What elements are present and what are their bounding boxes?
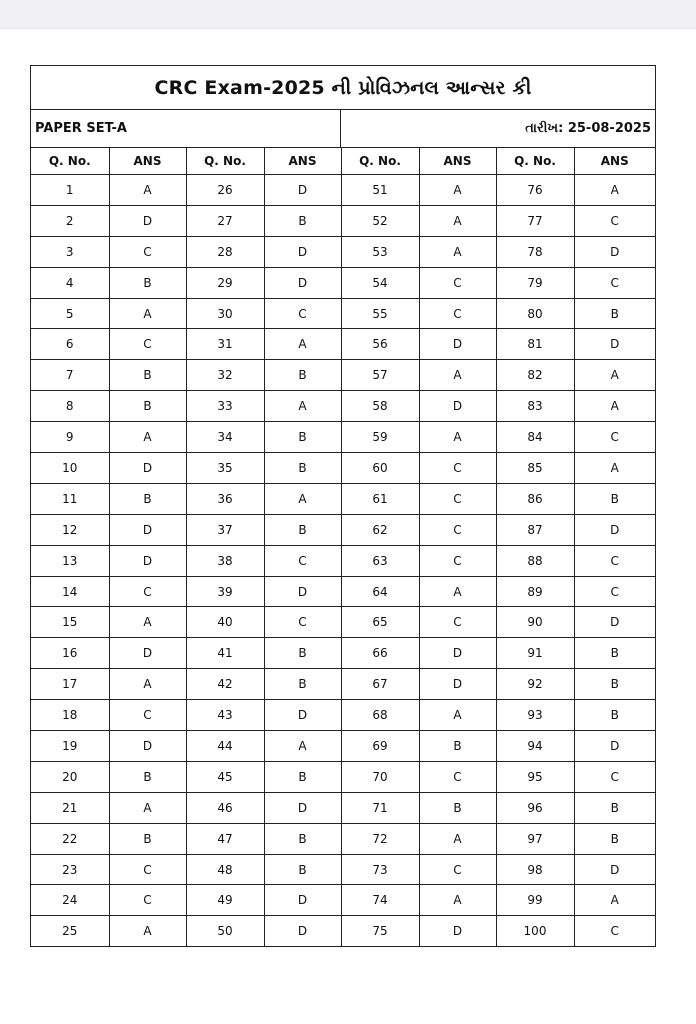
answer-cell: A [419,422,496,453]
question-number-cell: 47 [186,823,264,854]
question-number-cell: 44 [186,731,264,762]
answer-cell: C [574,205,655,236]
table-row [31,792,655,823]
answer-cell: B [264,422,341,453]
answer-cell: B [109,483,186,514]
answer-cell: B [574,823,655,854]
answer-cell: B [419,792,496,823]
question-number-cell: 32 [186,360,264,391]
answer-cell: B [574,669,655,700]
question-number-cell: 27 [186,205,264,236]
answer-cell: B [264,514,341,545]
answer-cell: B [574,700,655,731]
question-number-cell: 46 [186,792,264,823]
question-number-cell: 97 [496,823,574,854]
table-row [31,205,655,236]
table-row [31,298,655,329]
answer-cell: A [109,607,186,638]
question-number-cell: 40 [186,607,264,638]
question-number-cell: 94 [496,731,574,762]
question-number-cell: 37 [186,514,264,545]
question-number-cell: 42 [186,669,264,700]
question-number-cell: 45 [186,761,264,792]
answer-cell: D [264,267,341,298]
question-number-cell: 84 [496,422,574,453]
answer-cell: B [574,638,655,669]
question-number-cell: 70 [341,761,419,792]
answer-cell: D [574,607,655,638]
answer-cell: A [264,391,341,422]
date-label: તારીખ: 25-08-2025 [525,121,651,136]
question-number-cell: 81 [496,329,574,360]
question-number-cell: 4 [31,267,109,298]
question-number-cell: 33 [186,391,264,422]
question-number-cell: 60 [341,453,419,484]
table-row [31,607,655,638]
question-number-cell: 17 [31,669,109,700]
question-number-cell: 23 [31,854,109,885]
info-row [31,110,655,148]
question-number-cell: 93 [496,700,574,731]
answer-cell: D [574,854,655,885]
question-number-cell: 69 [341,731,419,762]
question-number-cell: 36 [186,483,264,514]
answer-cell: C [574,761,655,792]
answer-cell: A [109,916,186,946]
answer-cell: B [264,823,341,854]
column-header-qno: Q. No. [341,148,419,175]
answer-cell: D [264,576,341,607]
question-number-cell: 2 [31,205,109,236]
question-number-cell: 30 [186,298,264,329]
answer-cell: C [419,453,496,484]
question-number-cell: 61 [341,483,419,514]
question-number-cell: 72 [341,823,419,854]
sheet-title: CRC Exam-2025 ની પ્રોવિઝનલ આન્સર કી [31,66,655,110]
answer-cell: D [574,514,655,545]
answer-cell: A [419,175,496,206]
question-number-cell: 3 [31,236,109,267]
table-row [31,483,655,514]
question-number-cell: 54 [341,267,419,298]
answer-cell: C [109,236,186,267]
question-number-cell: 100 [496,916,574,946]
answer-cell: A [574,885,655,916]
answer-cell: B [109,391,186,422]
answer-cell: C [574,267,655,298]
question-number-cell: 89 [496,576,574,607]
answer-cell: A [419,823,496,854]
question-number-cell: 25 [31,916,109,946]
question-number-cell: 35 [186,453,264,484]
table-row [31,761,655,792]
answer-cell: D [419,638,496,669]
question-number-cell: 80 [496,298,574,329]
question-number-cell: 96 [496,792,574,823]
question-number-cell: 90 [496,607,574,638]
question-number-cell: 99 [496,885,574,916]
answer-cell: B [574,483,655,514]
answer-cell: D [264,700,341,731]
question-number-cell: 13 [31,545,109,576]
answer-cell: C [264,545,341,576]
answer-cell: A [574,175,655,206]
answer-cell: C [419,483,496,514]
answer-cell: A [264,329,341,360]
column-header-qno: Q. No. [31,148,109,175]
answer-cell: C [419,298,496,329]
question-number-cell: 28 [186,236,264,267]
column-header-ans: ANS [109,148,186,175]
answer-cell: A [109,298,186,329]
answer-cell: C [109,885,186,916]
question-number-cell: 77 [496,205,574,236]
answer-cell: B [264,453,341,484]
question-number-cell: 43 [186,700,264,731]
answer-cell: C [574,576,655,607]
table-row [31,391,655,422]
question-number-cell: 88 [496,545,574,576]
question-number-cell: 66 [341,638,419,669]
question-number-cell: 98 [496,854,574,885]
question-number-cell: 21 [31,792,109,823]
answer-cell: C [109,854,186,885]
answer-cell: B [419,731,496,762]
column-header-qno: Q. No. [496,148,574,175]
table-row [31,916,655,946]
column-header-ans: ANS [419,148,496,175]
table-row [31,360,655,391]
answer-cell: C [419,545,496,576]
question-number-cell: 1 [31,175,109,206]
question-number-cell: 51 [341,175,419,206]
table-row [31,885,655,916]
table-row [31,236,655,267]
answer-cell: D [109,545,186,576]
answer-cell: D [264,175,341,206]
question-number-cell: 68 [341,700,419,731]
answer-cell: A [419,236,496,267]
answer-cell: D [264,236,341,267]
question-number-cell: 18 [31,700,109,731]
answer-cell: A [109,175,186,206]
answer-cell: B [264,669,341,700]
column-header-ans: ANS [574,148,655,175]
table-row [31,422,655,453]
answer-cell: C [574,422,655,453]
question-number-cell: 59 [341,422,419,453]
question-number-cell: 31 [186,329,264,360]
question-number-cell: 7 [31,360,109,391]
answer-cell: D [109,453,186,484]
table-row [31,453,655,484]
answer-cell: B [109,267,186,298]
question-number-cell: 49 [186,885,264,916]
column-header-ans: ANS [264,148,341,175]
answer-cell: A [574,453,655,484]
question-number-cell: 29 [186,267,264,298]
table-row [31,669,655,700]
answer-cell: C [419,514,496,545]
question-number-cell: 83 [496,391,574,422]
answer-cell: C [109,576,186,607]
table-row [31,545,655,576]
table-row [31,175,655,206]
question-number-cell: 79 [496,267,574,298]
question-number-cell: 39 [186,576,264,607]
question-number-cell: 8 [31,391,109,422]
question-number-cell: 58 [341,391,419,422]
answer-key-sheet [30,65,656,947]
answer-cell: D [109,205,186,236]
answer-cell: A [419,885,496,916]
answer-cell: D [574,329,655,360]
answer-cell: A [109,792,186,823]
table-row [31,700,655,731]
answer-cell: A [264,731,341,762]
table-row [31,731,655,762]
question-number-cell: 87 [496,514,574,545]
answer-cell: C [264,607,341,638]
question-number-cell: 71 [341,792,419,823]
answer-cell: D [109,638,186,669]
answer-cell: A [574,360,655,391]
table-row [31,823,655,854]
question-number-cell: 9 [31,422,109,453]
answer-cell: A [419,700,496,731]
answer-cell: D [574,731,655,762]
question-number-cell: 82 [496,360,574,391]
question-number-cell: 38 [186,545,264,576]
question-number-cell: 15 [31,607,109,638]
answer-cell: D [109,731,186,762]
question-number-cell: 76 [496,175,574,206]
question-number-cell: 74 [341,885,419,916]
table-row [31,514,655,545]
table-row [31,267,655,298]
answer-cell: C [574,916,655,946]
question-number-cell: 20 [31,761,109,792]
question-number-cell: 92 [496,669,574,700]
question-number-cell: 41 [186,638,264,669]
question-number-cell: 34 [186,422,264,453]
answer-cell: C [109,700,186,731]
answer-cell: B [109,360,186,391]
answer-cell: A [264,483,341,514]
question-number-cell: 91 [496,638,574,669]
question-number-cell: 53 [341,236,419,267]
table-row [31,854,655,885]
answer-cell: B [264,761,341,792]
answer-cell: A [419,360,496,391]
answer-cell: D [264,885,341,916]
question-number-cell: 62 [341,514,419,545]
answer-cell: D [419,329,496,360]
question-number-cell: 6 [31,329,109,360]
answer-cell: D [109,514,186,545]
question-number-cell: 57 [341,360,419,391]
answer-cell: A [109,669,186,700]
question-number-cell: 26 [186,175,264,206]
table-header-row [31,148,655,175]
question-number-cell: 73 [341,854,419,885]
question-number-cell: 55 [341,298,419,329]
question-number-cell: 56 [341,329,419,360]
question-number-cell: 16 [31,638,109,669]
table-row [31,329,655,360]
answer-cell: A [419,205,496,236]
answer-cell: D [264,916,341,946]
question-number-cell: 10 [31,453,109,484]
question-number-cell: 86 [496,483,574,514]
table-body [31,175,655,947]
answer-cell: A [109,422,186,453]
question-number-cell: 48 [186,854,264,885]
answer-cell: D [419,391,496,422]
question-number-cell: 50 [186,916,264,946]
answer-cell: B [264,638,341,669]
table-row [31,576,655,607]
question-number-cell: 85 [496,453,574,484]
answer-cell: D [419,669,496,700]
question-number-cell: 95 [496,761,574,792]
answer-cell: C [574,545,655,576]
question-number-cell: 19 [31,731,109,762]
answer-table [31,148,655,946]
answer-cell: C [419,761,496,792]
answer-cell: C [109,329,186,360]
answer-cell: D [574,236,655,267]
question-number-cell: 24 [31,885,109,916]
answer-cell: B [264,360,341,391]
answer-cell: A [574,391,655,422]
answer-cell: B [109,761,186,792]
column-header-qno: Q. No. [186,148,264,175]
question-number-cell: 52 [341,205,419,236]
answer-cell: D [264,792,341,823]
answer-cell: C [419,267,496,298]
paper-set-label: PAPER SET-A [31,110,341,147]
answer-cell: C [419,854,496,885]
question-number-cell: 14 [31,576,109,607]
question-number-cell: 67 [341,669,419,700]
answer-cell: C [264,298,341,329]
question-number-cell: 11 [31,483,109,514]
question-number-cell: 78 [496,236,574,267]
question-number-cell: 63 [341,545,419,576]
viewer-top-bar [0,0,696,29]
answer-cell: A [419,576,496,607]
question-number-cell: 5 [31,298,109,329]
answer-cell: B [264,205,341,236]
answer-cell: B [109,823,186,854]
question-number-cell: 65 [341,607,419,638]
question-number-cell: 75 [341,916,419,946]
answer-cell: B [264,854,341,885]
question-number-cell: 22 [31,823,109,854]
question-number-cell: 64 [341,576,419,607]
answer-cell: B [574,298,655,329]
answer-cell: B [574,792,655,823]
table-row [31,638,655,669]
answer-cell: C [419,607,496,638]
question-number-cell: 12 [31,514,109,545]
answer-cell: D [419,916,496,946]
